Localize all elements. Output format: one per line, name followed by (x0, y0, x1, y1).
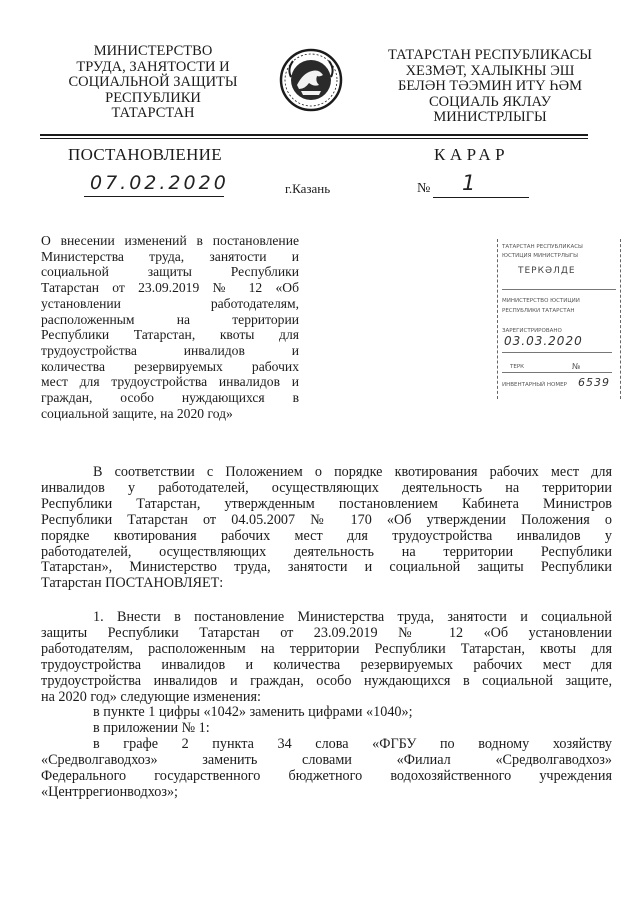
stamp-date-line (502, 352, 612, 353)
subject-line: Министерства труда, занятости и (41, 248, 299, 264)
ministry-name-line: ХЕЗМӘТ, ХАЛЫКНЫ ЭШ (405, 62, 575, 79)
document-type-tt: КАРАР (434, 145, 510, 164)
body-line: в приложении № 1: (93, 720, 210, 737)
stamp-number-line (502, 372, 612, 373)
subject-line: социальной защиты Республики (41, 264, 299, 280)
stamp-text: № (572, 362, 581, 371)
body-line: Республики Татарстан от 04.05.2007 № 170 «Об утверждении Положения о (41, 511, 612, 528)
body-line: в пункте 1 цифры «1042» заменить цифрами «1040»; (93, 704, 413, 721)
subject-line: О внесении изменений в постановление (41, 233, 299, 248)
body-line: в графе 2 пункта 34 слова «ФГБУ по водному хозяйству (93, 736, 612, 753)
ministry-name-tt (355, 48, 625, 126)
header-divider-thin (40, 138, 588, 139)
ministry-name-line: ТАТАРСТАН (111, 105, 195, 121)
body-line: Татарстан», Министерство труда, занятости и социальной защиты Республики (41, 559, 612, 576)
ministry-name-line: БЕЛӘН ТӘЭМИН ИТҮ ҺӘМ (398, 78, 582, 94)
subject-line: трудоустройства инвалидов и (41, 342, 299, 358)
number-underline (433, 197, 529, 198)
ministry-name-line: РЕСПУБЛИКИ (105, 89, 201, 106)
body-line: работодателей, осуществляющих деятельность на территории Республики (41, 543, 612, 560)
stamp-divider (502, 289, 616, 290)
body-line: работодателям, расположенным на территории Республики Татарстан, квоты для (41, 640, 612, 657)
coat-of-arms-emblem (279, 47, 343, 113)
body-line: трудоустройства инвалидов и количества резервируемых рабочих мест для (41, 656, 612, 673)
header-divider-thick (40, 134, 588, 136)
subject-line: мест для трудоустройства инвалидов и (41, 374, 299, 390)
ministry-name-line: МИНИСТЕРСТВО (93, 43, 213, 59)
subject-line: расположенным на территории (41, 311, 299, 327)
document-number: 1 (462, 171, 476, 195)
body-line: инвалидов у работодателей, осуществляющих деятельность на территории (41, 479, 612, 496)
ministry-name-line: МИНИСТРЛЫГЫ (433, 109, 547, 125)
ministry-name-line: СОЦИАЛЬНОЙ ЗАЩИТЫ (68, 74, 238, 90)
stamp-handwritten-number: 6539 (578, 376, 610, 389)
stamp-title: ТЕРКӘЛДЕ (518, 266, 576, 276)
stamp-text: ИНВЕНТАРНЫЙ НОМЕР (502, 382, 567, 388)
body-line: Республики Татарстан, утвержденным постановлением Кабинета Министров (41, 495, 612, 512)
ministry-name-line: ТРУДА, ЗАНЯТОСТИ И (76, 58, 230, 75)
ministry-name-line: ТАТАРСТАН РЕСПУБЛИКАСЫ (388, 47, 592, 63)
body-line: В соответствии с Положением о порядке квотирования рабочих мест для (93, 464, 612, 480)
body-line: «Средволгаводхоз» заменить словами «Филиал «Средволгаводхоз» (41, 752, 612, 769)
subject-line: установлении работодателям, (41, 295, 299, 311)
body-line: Татарстан ПОСТАНОВЛЯЕТ: (41, 575, 224, 592)
registration-stamp (497, 239, 621, 399)
number-label: № (417, 181, 431, 196)
body-line: 1. Внести в постановление Министерства труда, занятости и социальной (93, 609, 612, 625)
ministry-name-line: СОЦИАЛЬ ЯКЛАУ (429, 93, 551, 110)
body-line: порядке квотирования рабочих мест для трудоустройства инвалидов у (41, 527, 612, 544)
subject-line: граждан, особо нуждающихся в (41, 390, 299, 406)
body-line: на 2020 год» следующие изменения: (41, 688, 261, 705)
stamp-text: МИНИСТЕРСТВО ЮСТИЦИИ (502, 298, 580, 304)
body-line: защиты Республики Татарстан от 23.09.2019 № 12 «Об установлении (41, 624, 612, 641)
subject-line: Татарстан от 23.09.2019 № 12 «Об (41, 280, 299, 296)
clause-1-paragraph (41, 610, 612, 801)
stamp-text: ЗАРЕГИСТРИРОВАНО (502, 328, 562, 334)
stamp-text: РЕСПУБЛИКИ ТАТАРСТАН (502, 308, 575, 314)
stamp-text: ЮСТИЦИЯ МИНИСТРЛЫГЫ (502, 253, 579, 259)
subject-line: Республики Татарстан, квоты для (41, 327, 299, 343)
preamble-paragraph (41, 465, 612, 592)
document-city: г.Казань (285, 181, 331, 196)
body-line: Федерального государственного бюджетного водохозяйственного учреждения (41, 768, 612, 785)
document-date: 07.02.2020 (90, 172, 229, 194)
date-underline (84, 196, 224, 197)
stamp-handwritten-date: 03.03.2020 (504, 334, 583, 348)
ministry-name-ru (38, 44, 268, 122)
subject-line: социальной защите, на 2020 год» (41, 405, 233, 421)
stamp-text: ТАТАРСТАН РЕСПУБЛИКАСЫ (502, 244, 583, 250)
stamp-text: ТЕРК (510, 364, 525, 370)
document-subject (41, 233, 299, 421)
subject-line: количества резервируемых рабочих (41, 358, 299, 374)
document-type-ru: ПОСТАНОВЛЕНИЕ (68, 145, 222, 164)
body-line: трудоустройства инвалидов и граждан, особо нуждающихся в социальной защите, (41, 672, 612, 689)
body-line: «Центррегионводхоз»; (41, 783, 178, 800)
